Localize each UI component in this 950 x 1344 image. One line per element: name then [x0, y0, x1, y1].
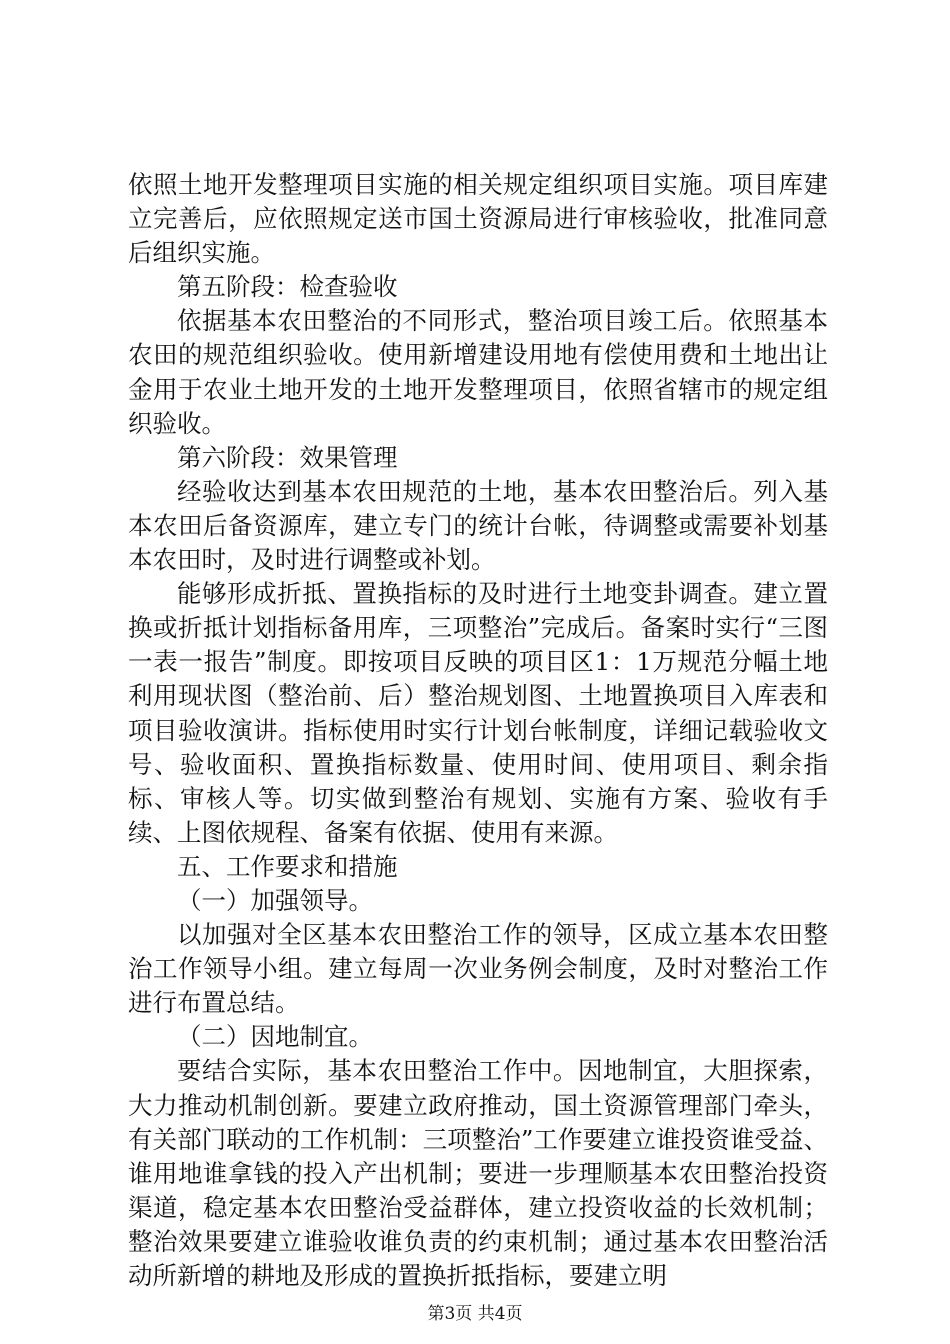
paragraph-continuation: 依照土地开发整理项目实施的相关规定组织项目实施。项目库建立完善后，应依照规定送市国土资源局进行审核验收，批准同意后组织实施。: [128, 170, 828, 268]
heading-subsection-one: （一）加强领导。: [177, 885, 373, 915]
heading-subsection-two: （二）因地制宜。: [177, 1022, 373, 1052]
heading-section-five: 五、工作要求和措施: [177, 851, 398, 881]
heading-stage-five: 第五阶段：检查验收: [177, 272, 398, 302]
heading-stage-six: 第六阶段：效果管理: [177, 442, 398, 472]
paragraph-leadership: 以加强对全区基本农田整治工作的领导，区成立基本农田整治工作领导小组。建立每周一次业务例会制度，及时对整治工作进行布置总结。: [128, 920, 828, 1018]
paragraph-replacement-index: 能够形成折抵、置换指标的及时进行土地变卦调查。建立置换或折抵计划指标备用库，三项整治”完成后。备案时实行“三图一表一报告”制度。即按项目反映的项目区1：1万规范分幅土地利用现状图（整治前、后）整治规划图、土地置换项目入库表和项目验收演讲。指标使用时实行计划台帐制度，详细记载验收文号、验收面积、置换指标数量、使用时间、使用项目、剩余指标、审核人等。切实做到整治有规划、实施有方案、验收有手续、上图依规程、备案有依据、使用有来源。: [128, 579, 828, 847]
document-body: [128, 168, 828, 1293]
page-number-footer: 第3页 共4页: [427, 1304, 523, 1324]
paragraph-local-conditions: 要结合实际，基本农田整治工作中。因地制宜，大胆探索，大力推动机制创新。要建立政府推动，国土资源管理部门牵头，有关部门联动的工作机制：三项整治”工作要建立谁投资谁受益、谁用地谁拿钱的投入产出机制；要进一步理顺基本农田整治投资渠道，稳定基本农田整治受益群体，建立投资收益的长效机制；整治效果要建立谁验收谁负责的约束机制；通过基本农田整治活动所新增的耕地及形成的置换折抵指标，要建立明: [128, 1056, 828, 1290]
paragraph-stage-five: 依据基本农田整治的不同形式，整治项目竣工后。依照基本农田的规范组织验收。使用新增建设用地有偿使用费和土地出让金用于农业土地开发的土地开发整理项目，依照省辖市的规定组织验收。: [128, 306, 828, 438]
paragraph-stage-six: 经验收达到基本农田规范的土地，基本农田整治后。列入基本农田后备资源库，建立专门的统计台帐，待调整或需要补划基本农田时，及时进行调整或补划。: [128, 476, 828, 575]
